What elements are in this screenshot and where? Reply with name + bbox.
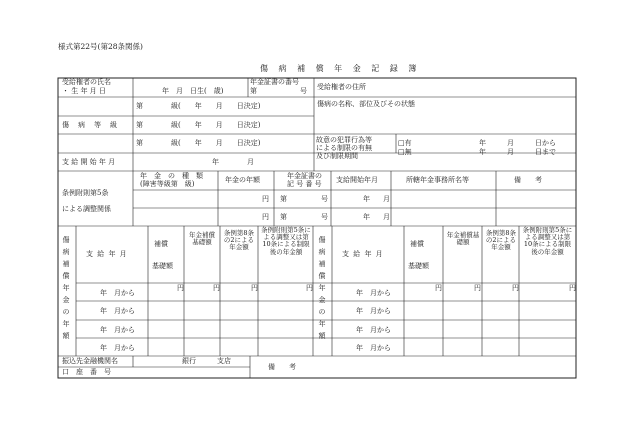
adjust-month-1: 月 [383,195,390,203]
cert-number-go: 号 [300,87,307,95]
adjust-go-1: 号 [321,195,328,203]
col-cert-number-2: 記 号 番 号 [287,180,322,188]
adjust-label-2: による調整関係 [62,205,111,213]
adjust-month-2: 月 [383,213,390,221]
col-pension-grade: (障害等級第 級) [140,180,195,188]
injury-label: 傷病の名称、部位及びその状態 [317,100,415,108]
ledger-basic-2-right: 基礎額 [408,262,429,270]
col-start-month: 支給開始年月 [336,176,378,184]
col-cert-number-1: 年金証書の [287,172,322,180]
col-pension-amount: 年金の年額 [225,176,260,184]
ledger-pay-month-left: 支 給 年 月 [86,250,128,258]
col-pension-type: 年 金 の 種 類 [140,172,203,180]
ledger-yen-l2: 円 [213,284,220,292]
ledger-pension-basic-right: 年金補償基礎額 [446,231,480,247]
ledger-yen-l1: 円 [177,284,184,292]
grade-line-2: 第 級( 年 月 日決定) [136,121,261,129]
ledger-row-l4: 年 月から [100,344,135,352]
ledger-basic-2-left: 基礎額 [152,262,173,270]
ledger-row-r3: 年 月から [356,326,391,334]
ledger-art5-left: 条例附則第5条による調整又は第10条による制限後の年金額 [261,226,311,256]
ledger-row-r2: 年 月から [356,307,391,315]
bank-name-value: 銀行 支店 [182,357,231,365]
restriction-from: 年 月 日から [479,139,556,147]
adjust-yen-1: 円 [262,195,269,203]
ledger-art5-right: 条例附則第5条による調整又は第10条による制限後の年金額 [522,226,573,256]
ledger-yen-l4: 円 [306,284,313,292]
restriction-no: □無 [398,148,412,156]
account-number-label: 口 座 番 号 [62,368,111,376]
grade-line-1: 第 級( 年 月 日決定) [136,102,261,110]
ledger-side-label-left: 傷病補償年金の年額 [62,236,70,340]
ledger-art8-left: 条例第8条の2による年金額 [223,229,255,252]
ledger-yen-r3: 円 [512,284,519,292]
adjust-dai-1: 第 [280,195,287,203]
adjust-go-2: 号 [321,213,328,221]
pay-start-label: 支 給 開 始 年 月 [62,158,116,166]
adjust-yen-2: 円 [262,213,269,221]
restriction-label-1: 故意の犯罪行為等 [316,136,372,144]
ledger-pay-month-right: 支 給 年 月 [342,250,384,258]
adjust-dai-2: 第 [280,213,287,221]
col-remarks: 備 考 [514,176,542,184]
form-number: 様式第22号(第28条関係) [58,42,143,51]
ledger-row-l3: 年 月から [100,326,135,334]
cert-number-label: 年金証書の番号 [250,78,299,86]
recipient-name-label: 受給権者の氏名 [62,78,111,86]
ledger-yen-r4: 円 [569,284,576,292]
birth-date-label: ・ 生 年 月 日 [62,87,106,95]
ledger-pension-basic-left: 年金補償基礎額 [189,231,215,247]
adjust-year-2: 年 [363,213,370,221]
grade-line-3: 第 級( 年 月 日決定) [136,139,261,147]
address-label: 受給権者の住所 [317,83,366,91]
ledger-basic-1-left: 補償 [154,240,168,248]
restriction-yes: □有 [398,139,412,147]
grade-label: 傷 病 等 級 [62,121,118,129]
form-title: 傷 病 補 償 年 金 記 録 簿 [260,64,421,73]
ledger-yen-r2: 円 [474,284,481,292]
ledger-yen-l3: 円 [251,284,258,292]
pay-start-value: 年 月 [212,158,254,166]
ledger-row-l1: 年 月から [100,289,135,297]
bank-name-label: 振込先金融機関名 [62,357,118,365]
restriction-label-2: による制限の有無 [316,144,372,152]
cert-number-dai: 第 [250,87,257,95]
ledger-yen-r1: 円 [435,284,442,292]
bank-remarks-label: 備 考 [268,363,296,371]
ledger-row-r1: 年 月から [356,289,391,297]
ledger-row-r4: 年 月から [356,344,391,352]
birth-date-value: 年 月 日生( 歳) [162,87,224,95]
ledger-side-label-right: 傷病補償年金の年額 [318,236,326,340]
adjust-year-1: 年 [363,195,370,203]
ledger-art8-right: 条例第8条の2による年金額 [485,229,517,252]
ledger-row-l2: 年 月から [100,307,135,315]
col-office: 所轄年金事務所名等 [406,176,469,184]
ledger-basic-1-right: 補償 [410,240,424,248]
restriction-label-3: 及び制限期間 [316,152,358,160]
restriction-to: 年 月 日まで [479,148,556,156]
adjust-label-1: 条例附則第5条 [62,189,109,197]
